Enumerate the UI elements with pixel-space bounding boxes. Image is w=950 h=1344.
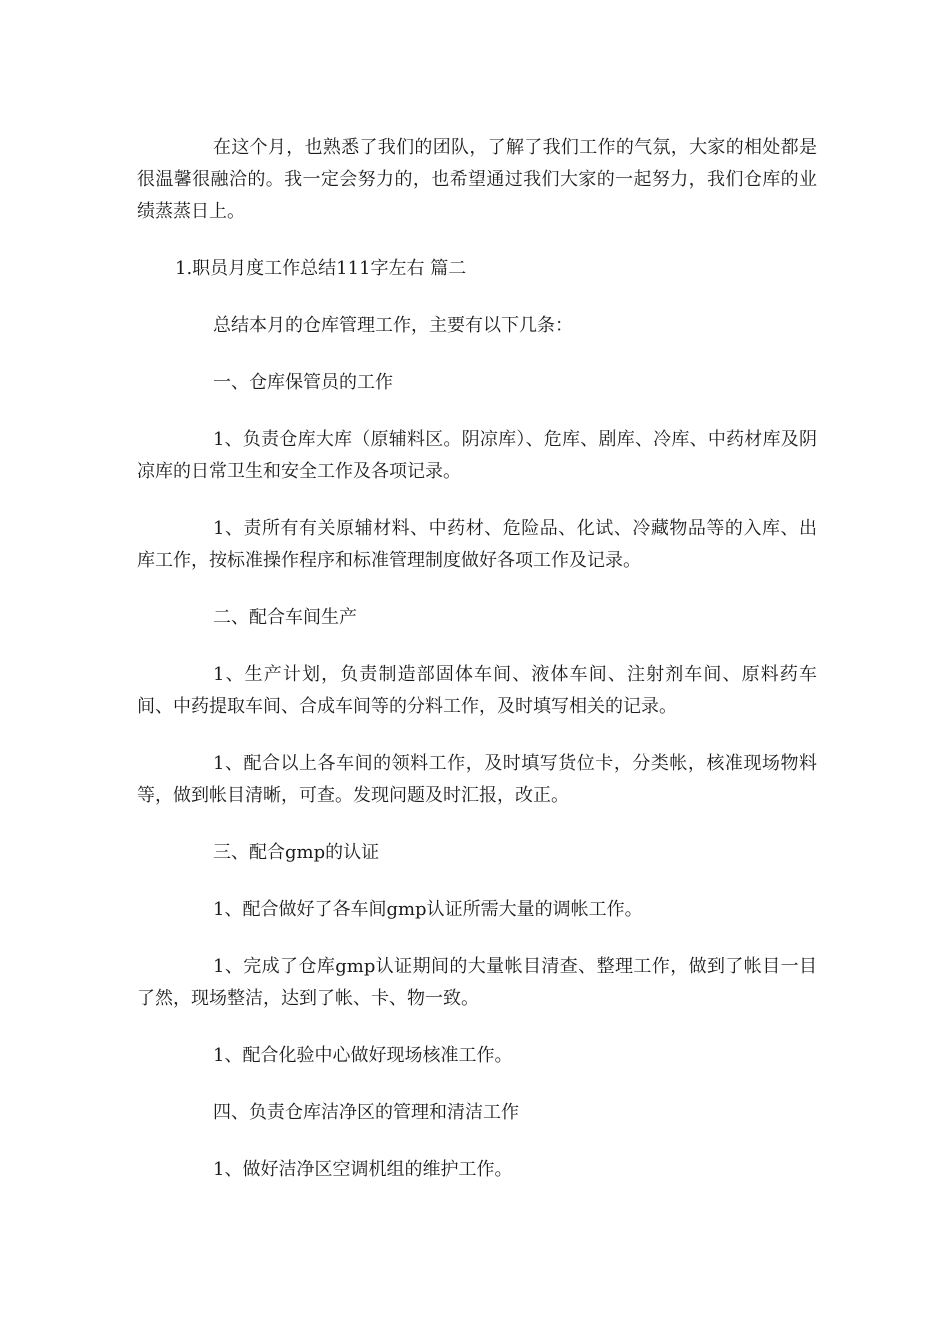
- paragraph: 1、责所有有关原辅材料、中药材、危险品、化试、冷藏物品等的入库、出库工作，按标准操作程序和标准管理制度做好各项工作及记录。: [137, 518, 817, 571]
- paragraph: 总结本月的仓库管理工作，主要有以下几条：: [213, 315, 573, 336]
- paragraph: 在这个月，也熟悉了我们的团队，了解了我们工作的气氛，大家的相处都是很温馨很融洽的。我一定会努力的，也希望通过我们大家的一起努力，我们仓库的业绩蒸蒸日上。: [137, 137, 817, 222]
- paragraph: 1、配合做好了各车间gmp认证所需大量的调帐工作。: [213, 899, 643, 920]
- section-title: 四、负责仓库洁净区的管理和清洁工作: [213, 1102, 519, 1123]
- document-body: [137, 132, 817, 1211]
- paragraph: 1、负责仓库大库（原辅料区。阴凉库）、危库、剧库、冷库、中药材库及阴凉库的日常卫生和安全工作及各项记录。: [137, 429, 817, 482]
- section-heading: 1.职员月度工作总结111字左右 篇二: [175, 258, 467, 279]
- paragraph: 1、完成了仓库gmp认证期间的大量帐目清查、整理工作，做到了帐目一目了然，现场整洁，达到了帐、卡、物一致。: [137, 956, 817, 1009]
- section-title: 二、配合车间生产: [213, 607, 357, 628]
- paragraph: 1、配合以上各车间的领料工作，及时填写货位卡，分类帐，核准现场物料等，做到帐目清晰，可查。发现问题及时汇报，改正。: [137, 753, 817, 806]
- paragraph: 1、配合化验中心做好现场核准工作。: [213, 1045, 513, 1066]
- paragraph: 1、做好洁净区空调机组的维护工作。: [213, 1159, 513, 1180]
- section-title: 三、配合gmp的认证: [213, 842, 380, 863]
- section-title: 一、仓库保管员的工作: [213, 372, 393, 393]
- paragraph: 1、生产计划，负责制造部固体车间、液体车间、注射剂车间、原料药车间、中药提取车间、合成车间等的分料工作，及时填写相关的记录。: [137, 664, 817, 717]
